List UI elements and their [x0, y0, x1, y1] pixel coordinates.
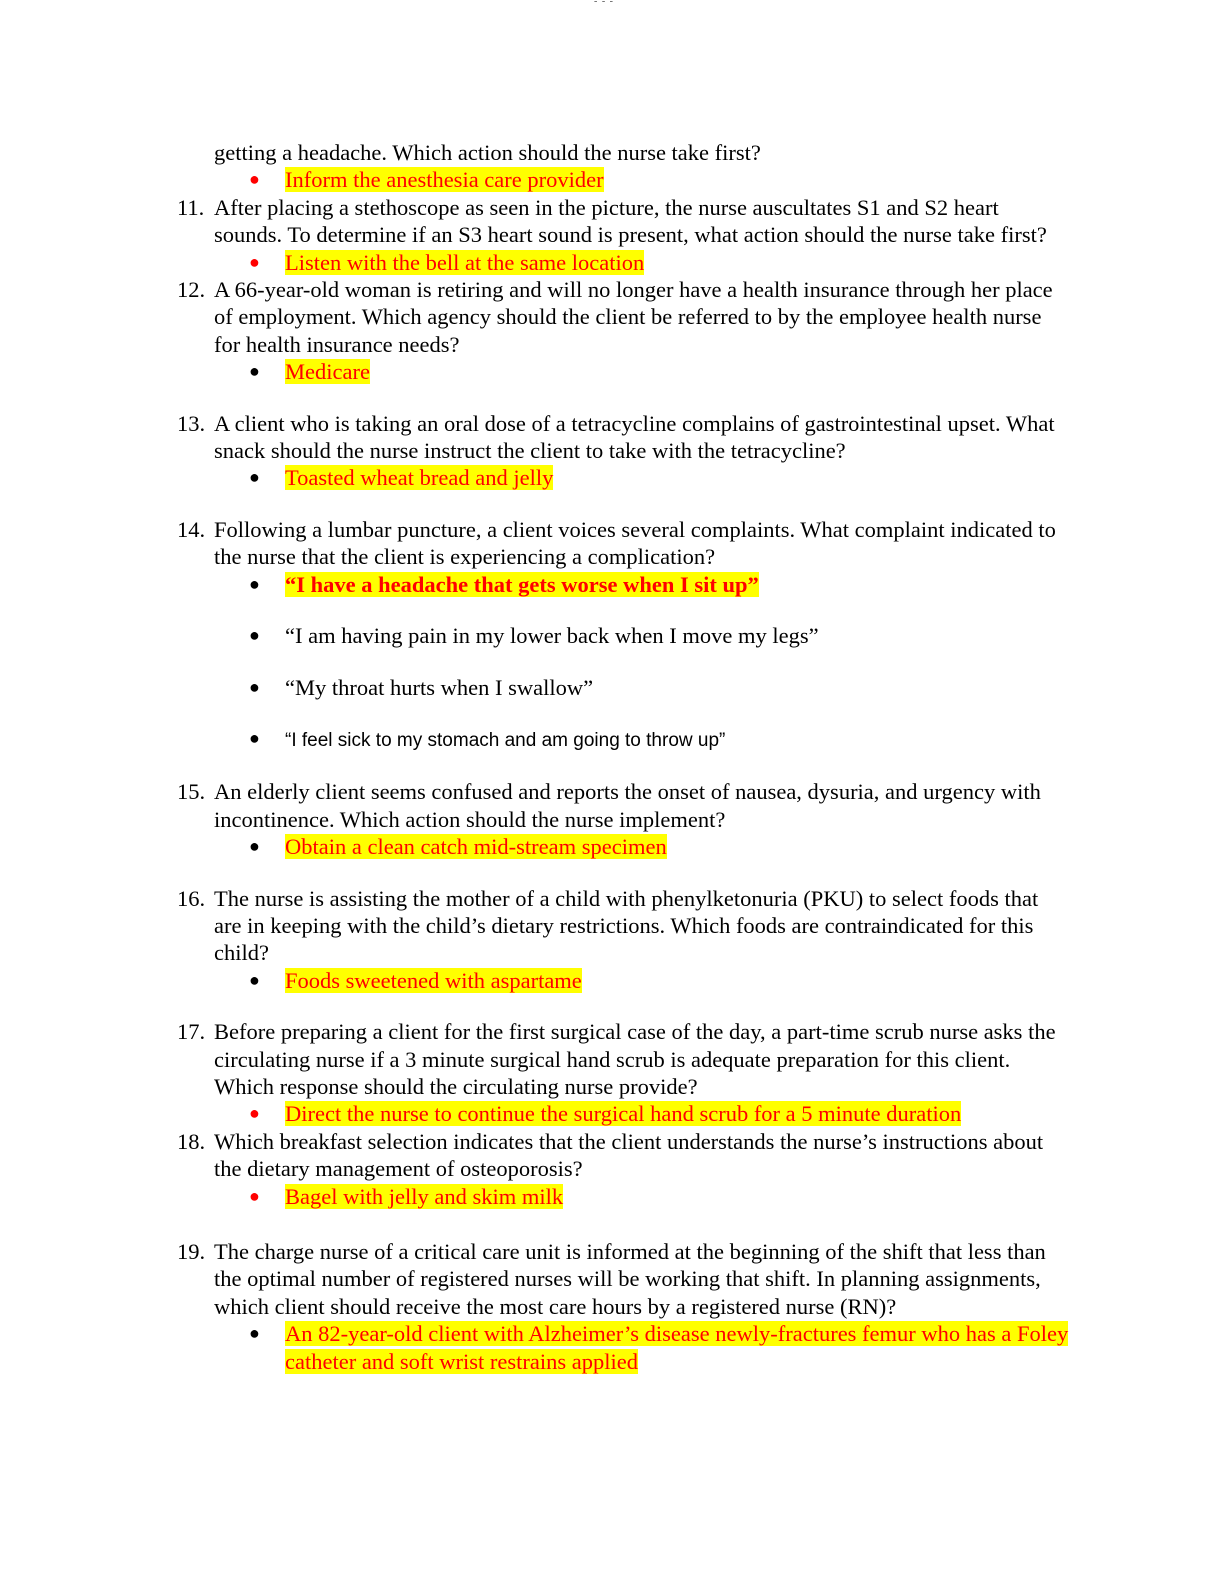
intro-answer	[249, 166, 1075, 193]
answer-17	[249, 1100, 1075, 1127]
answer-12	[249, 358, 1075, 385]
question-18	[177, 1128, 1064, 1183]
question-13	[177, 410, 1064, 465]
question-number: 19.	[177, 1239, 206, 1264]
bullet-icon: ●	[249, 361, 260, 382]
question-number: 14.	[177, 516, 206, 542]
answer-text: Bagel with jelly and skim milk	[285, 1183, 564, 1209]
question-text: Before preparing a client for the first surgical case of the day, a part-time scrub nurse asks the circulating nurse if a 3 minute surgical hand scrub is adequate preparation for this client. Which response should the circulating nurse provide?	[214, 1019, 1056, 1099]
answer-13	[249, 464, 1075, 491]
answer-text: Direct the nurse to continue the surgical hand scrub for a 5 minute duration	[285, 1101, 962, 1127]
answer-text: Medicare	[285, 359, 370, 385]
question-number: 13.	[177, 410, 206, 436]
bullet-icon: ●	[249, 1185, 260, 1206]
question-text: An elderly client seems confused and reports the onset of nausea, dysuria, and urgency with incontinence. Which action should the nurse implement?	[214, 779, 1041, 832]
answer-text: Obtain a clean catch mid-stream specimen	[285, 834, 667, 860]
question-number: 11.	[177, 194, 205, 220]
question-text: Which breakfast selection indicates that the client understands the nurse’s instructions about the dietary management of osteoporosis?	[214, 1128, 1044, 1182]
option-14-d	[249, 725, 1075, 754]
question-12	[177, 276, 1064, 358]
question-16	[177, 885, 1064, 967]
bullet-icon: ●	[249, 1323, 260, 1344]
question-14	[177, 516, 1064, 571]
question-text: After placing a stethoscope as seen in the picture, the nurse auscultates S1 and S2 heart sounds. To determine if an S3 heart sound is present, what action should the nurse take first?	[214, 194, 1047, 248]
question-number: 15.	[177, 779, 206, 805]
bullet-icon: ●	[249, 969, 260, 990]
question-15	[177, 778, 1064, 833]
question-19	[177, 1238, 1064, 1320]
answer-14	[249, 571, 1075, 598]
question-number: 16.	[177, 885, 206, 911]
document-body	[0, 139, 1224, 1375]
answer-text: Inform the anesthesia care provider	[285, 167, 604, 193]
answer-text: Foods sweetened with aspartame	[285, 967, 582, 993]
question-number: 18.	[177, 1128, 206, 1154]
bullet-icon: ●	[249, 1103, 260, 1124]
intro-text: getting a headache. Which action should the nurse take first?	[214, 140, 761, 165]
bullet-icon: ●	[249, 573, 260, 594]
question-text: The charge nurse of a critical care unit is informed at the beginning of the shift that less than the optimal number of registered nurses will be working that shift. In planning assignments, which client should receive the most care hours by a registered nurse (RN)?	[214, 1239, 1046, 1319]
answer-text: Toasted wheat bread and jelly	[285, 465, 554, 491]
question-text: The nurse is assisting the mother of a child with phenylketonuria (PKU) to select foods that are in keeping with the child’s dietary restrictions. Which foods are contraindicated for this child?	[214, 885, 1039, 966]
option-text: “I am having pain in my lower back when I move my legs”	[285, 623, 819, 649]
question-17	[177, 1018, 1064, 1100]
question-11	[177, 194, 1064, 249]
question-text: Following a lumbar puncture, a client voices several complaints. What complaint indicated to the nurse that the client is experiencing a complication?	[214, 516, 1056, 570]
option-text: “I feel sick to my stomach and am going to throw up”	[285, 729, 726, 751]
question-number: 17.	[177, 1019, 206, 1045]
page-header-mark: - - -	[594, 0, 614, 7]
answer-18	[249, 1183, 1075, 1210]
question-number: 12.	[177, 277, 206, 303]
question-text: A client who is taking an oral dose of a tetracycline complains of gastrointestinal upset. What snack should the nurse instruct the client to take with the tetracycline?	[214, 410, 1055, 464]
bullet-icon: ●	[249, 625, 260, 646]
bullet-icon: ●	[249, 467, 260, 488]
option-14-b	[249, 622, 1075, 649]
answer-16	[249, 967, 1075, 994]
bullet-icon: ●	[249, 251, 260, 272]
bullet-icon: ●	[249, 676, 260, 697]
answer-text: “I have a headache that gets worse when I sit up”	[285, 571, 759, 597]
answer-11	[249, 249, 1075, 276]
bullet-icon: ●	[249, 169, 260, 190]
question-text: A 66-year-old woman is retiring and will no longer have a health insurance through her place of employment. Which agency should the client be referred to by the employee health nurse for health insurance needs?	[214, 277, 1053, 357]
answer-text: Listen with the bell at the same location	[285, 249, 645, 275]
answer-15	[249, 833, 1075, 860]
bullet-icon: ●	[249, 836, 260, 857]
answer-19	[249, 1320, 1075, 1375]
bullet-icon: ●	[249, 727, 260, 748]
option-14-c	[249, 674, 1075, 701]
answer-text: An 82-year-old client with Alzheimer’s disease newly-fractures femur who has a Foley catheter and soft wrist restrains applied	[285, 1321, 1069, 1374]
option-text: “My throat hurts when I swallow”	[285, 674, 594, 700]
